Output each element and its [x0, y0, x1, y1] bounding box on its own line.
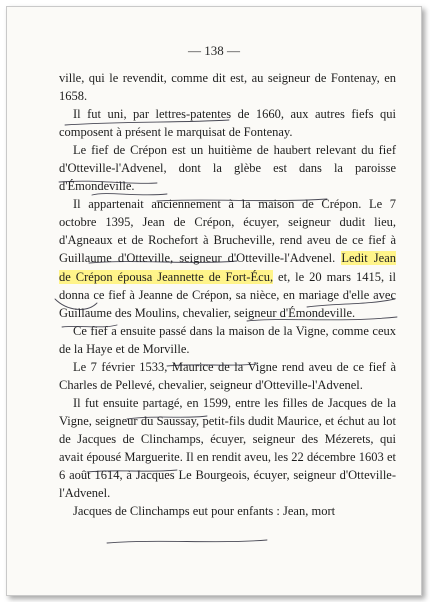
paragraph-4: [59, 195, 396, 321]
paragraph-7: Il fut ensuite partagé, en 1599, entre les filles de Jacques de la Vigne, seigneur du Saussay, petit-fils dudit Maurice, et échut au lot de Jacques de Clinchamps, écuyer, seigneur des Mézerets, qui avait épousé Marguerite. Il en rendit aveu, les 22 décembre 1603 et 6 août 1614, à Jacques Le Bourgeois, écuyer, seigneur d'Otteville-l'Advenel.: [59, 395, 396, 501]
paragraph-4-text-before: Il appartenait anciennement à la maison de Crépon. Le 7 octobre 1395, Jean de Crépon, écuyer, seigneur dudit lieu, d'Agneaux et de Rochefort à Brucheville, rend aveu de ce fief à Guillaume d'Otteville, seigneur d'Otteville-l'Advenel.: [59, 197, 396, 266]
page-number: — 138 —: [188, 43, 240, 58]
pen-mark-13: [107, 540, 267, 543]
paragraph-3: Le fief de Crépon est un huitième de haubert relevant du fief d'Otteville-l'Advenel, dont la glèbe est dans la paroisse d'Émondeville.: [59, 143, 396, 194]
paragraph-4-text-after: et, le 20 mars 1415, il donna ce fief à Jeanne de Crépon, sa nièce, en mariage d'elle avec Guillaume des Moulins, chevalier, seigneur d'Émondeville.: [59, 269, 396, 320]
highlighted-passage: Ledit Jean de Crépon épousa Jeannette de Fort-Écu,: [59, 251, 396, 284]
page-text: [59, 69, 396, 520]
paragraph-6: Le 7 février 1533, Maurice de la Vigne rend aveu de ce fief à Charles de Pellevé, chevalier, seigneur d'Otteville-l'Advenel.: [59, 359, 396, 392]
paragraph-2: Il fut uni, par lettres-patentes de 1660, aux autres fiefs qui composent à présent le marquisat de Fontenay.: [59, 107, 396, 140]
page-frame: [6, 6, 422, 596]
paragraph-1: ville, qui le revendit, comme dit est, au seigneur de Fontenay, en 1658.: [59, 71, 396, 104]
paragraph-8: Jacques de Clinchamps eut pour enfants : Jean, mort: [73, 504, 336, 519]
paragraph-5: Ce fief a ensuite passé dans la maison de la Vigne, comme ceux de la Haye et de Morville.: [59, 323, 396, 356]
